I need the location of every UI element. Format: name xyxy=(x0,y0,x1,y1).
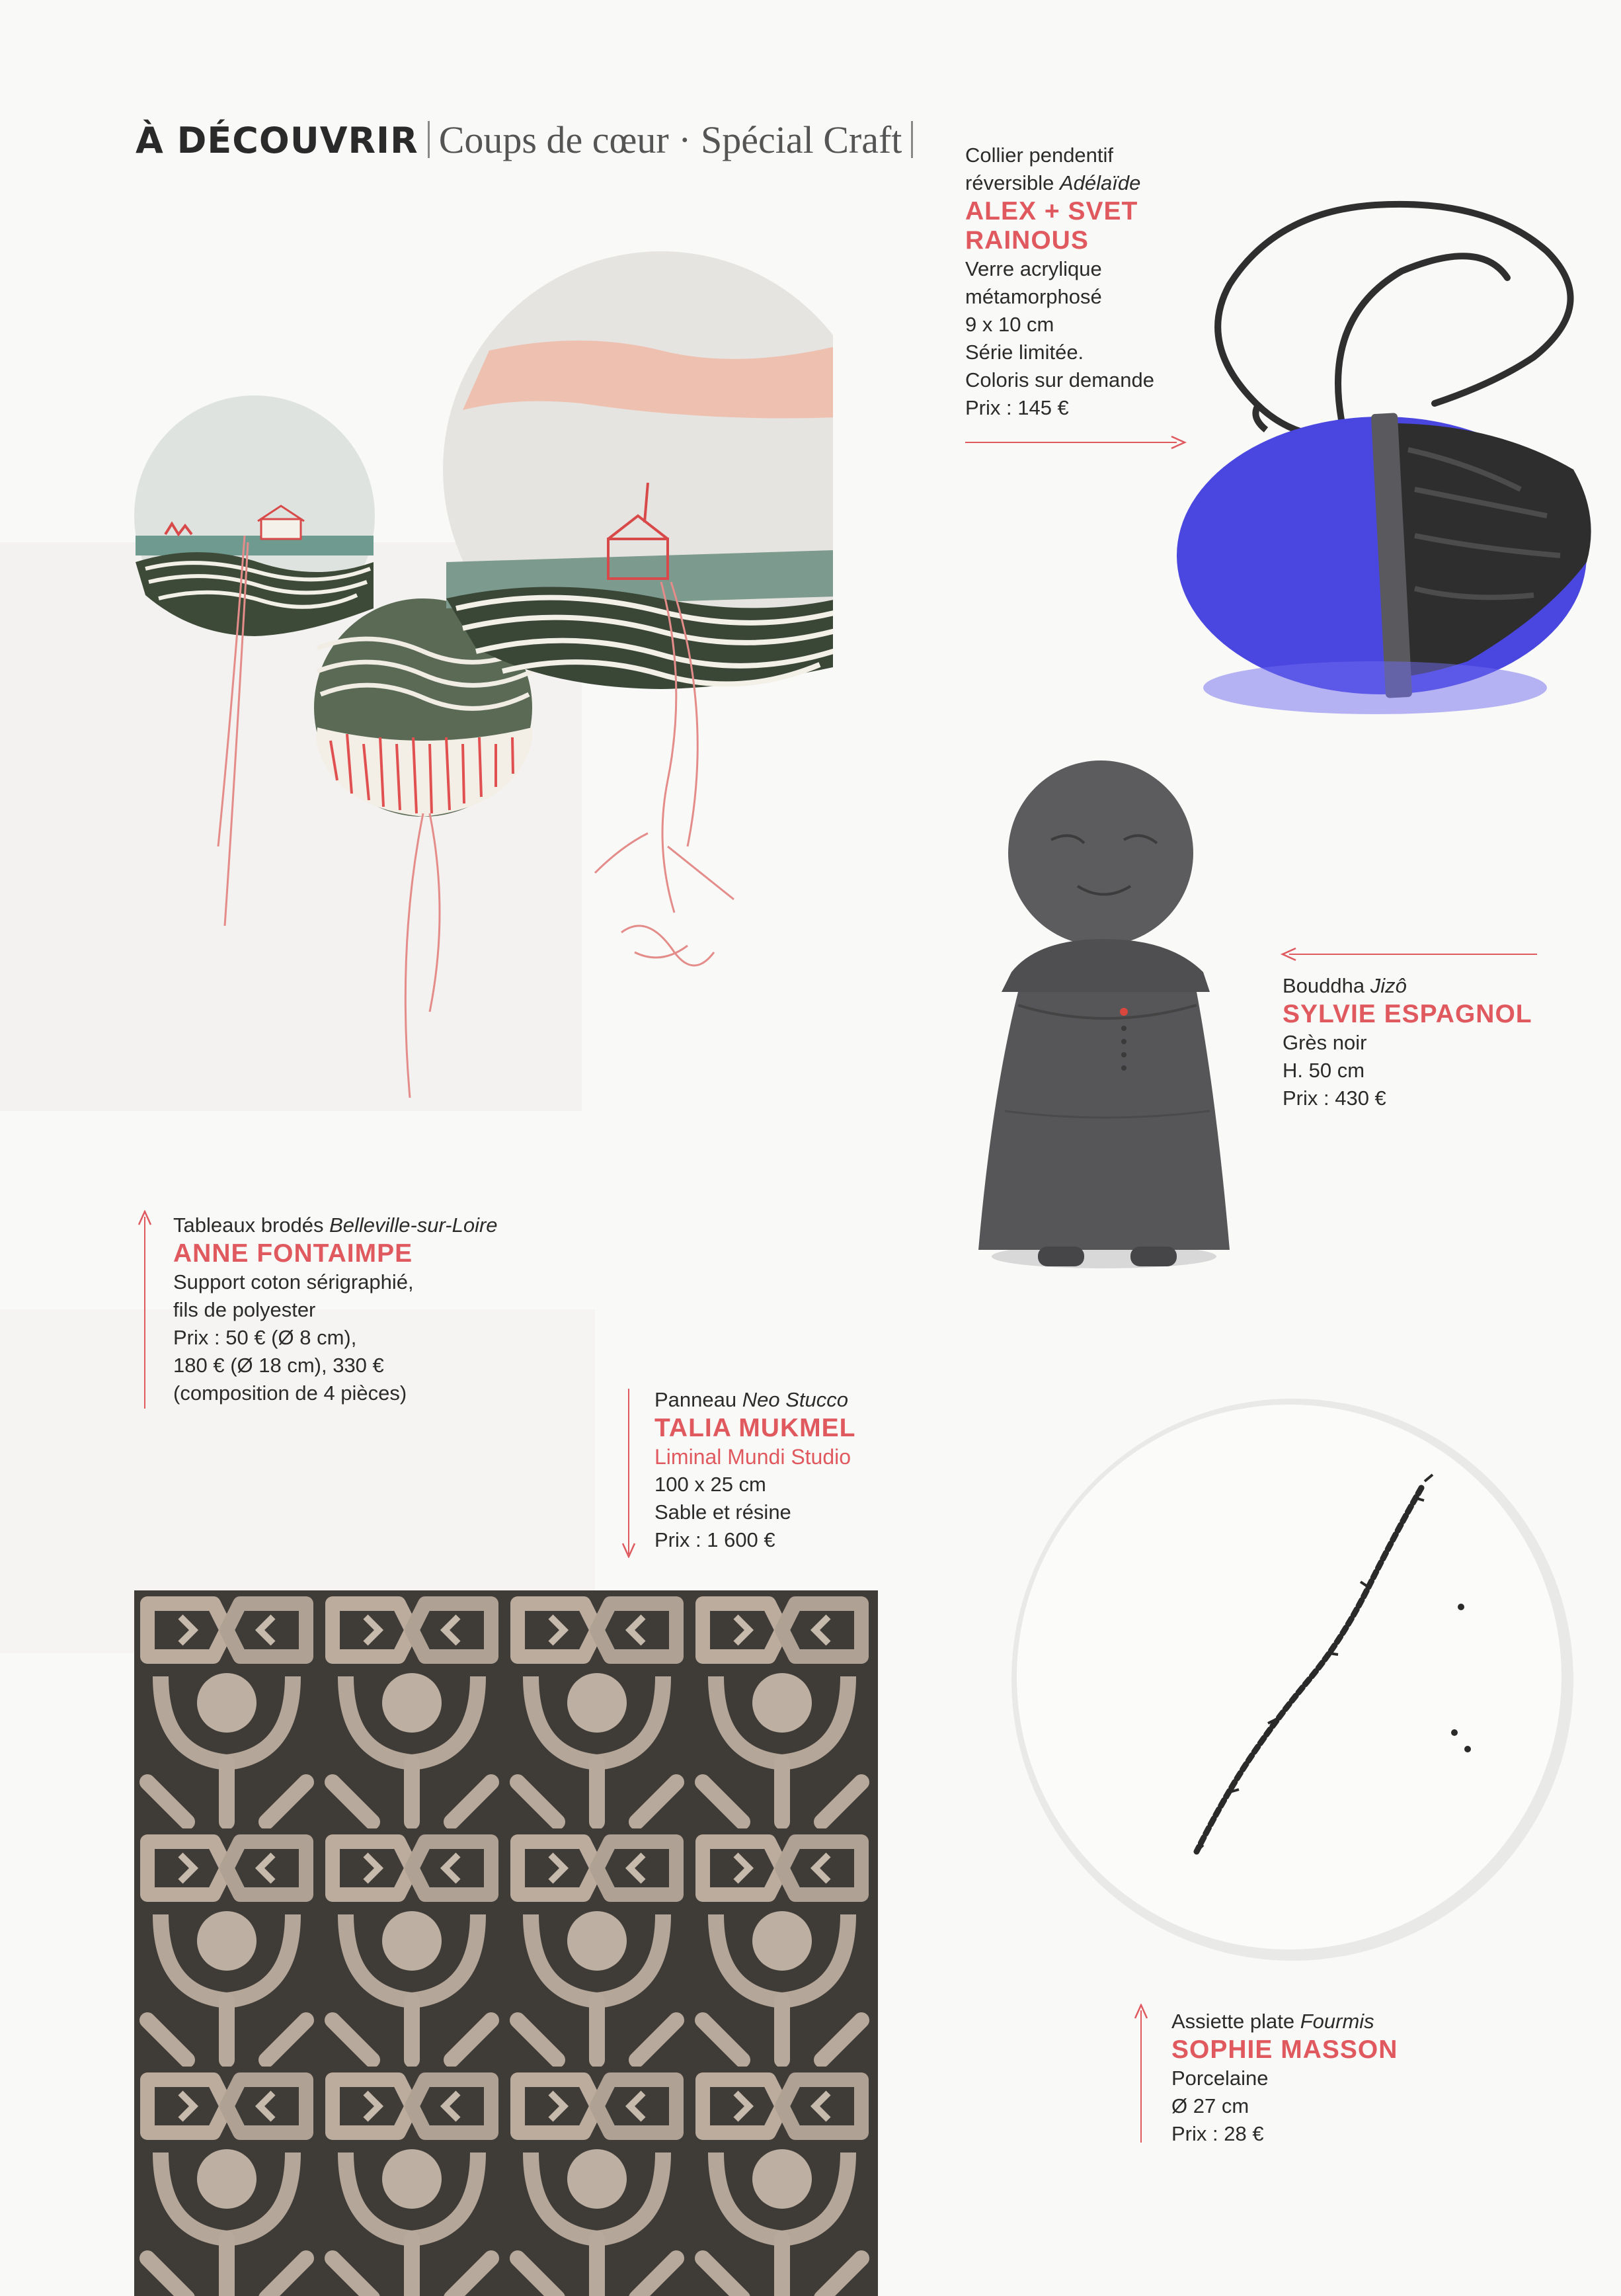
collier-detail-5: Prix : 145 € xyxy=(965,396,1069,419)
assiette-detail-0: Porcelaine xyxy=(1171,2067,1269,2090)
page-header xyxy=(136,118,922,162)
collier-title-italic: Adélaïde xyxy=(1060,171,1141,194)
tableaux-detail-4: (composition de 4 pièces) xyxy=(173,1381,407,1405)
neo-stucco-panel-image xyxy=(134,1590,878,2296)
panneau-detail-2: Prix : 1 600 € xyxy=(654,1528,775,1551)
tableaux-artist: ANNE FONTAIMPE xyxy=(173,1239,413,1268)
assiette-artist: SOPHIE MASSON xyxy=(1171,2035,1398,2064)
collier-detail-4: Coloris sur demande xyxy=(965,368,1155,391)
bouddha-title-prefix: Bouddha xyxy=(1283,974,1370,997)
bouddha-title-italic: Jizô xyxy=(1370,974,1407,997)
assiette-detail-2: Prix : 28 € xyxy=(1171,2122,1264,2145)
panneau-title xyxy=(654,1386,998,1414)
panneau-pointer-line xyxy=(628,1389,629,1554)
collier-title-prefix: réversible xyxy=(965,171,1060,194)
fourmis-plate-image xyxy=(998,1389,1580,1971)
bouddha-jizo-image xyxy=(939,727,1269,1276)
collier-detail-1: métamorphosé xyxy=(965,285,1102,308)
caption-bouddha xyxy=(1283,972,1593,1112)
panneau-detail-1: Sable et résine xyxy=(654,1500,791,1524)
bouddha-pointer-line xyxy=(1289,954,1537,955)
tableaux-title-prefix: Tableaux brodés xyxy=(173,1213,330,1237)
bouddha-arrow-icon xyxy=(1280,946,1297,963)
collier-artist-line2: RAINOUS xyxy=(965,226,1089,255)
header-separator xyxy=(428,121,430,158)
panneau-title-italic: Neo Stucco xyxy=(742,1388,848,1411)
assiette-title-italic: Fourmis xyxy=(1300,2010,1374,2033)
panneau-detail-0: 100 x 25 cm xyxy=(654,1473,766,1496)
tableaux-detail-0: Support coton sérigraphié, xyxy=(173,1270,414,1293)
section-title: À DÉCOUVRIR xyxy=(136,120,418,161)
caption-tableaux xyxy=(173,1211,596,1407)
tableaux-detail-1: fils de polyester xyxy=(173,1298,316,1321)
section-subtitle: Coups de cœur · Spécial Craft xyxy=(438,118,902,161)
panneau-title-prefix: Panneau xyxy=(654,1388,742,1411)
collier-detail-0: Verre acrylique xyxy=(965,257,1102,280)
assiette-pointer-line xyxy=(1140,2010,1142,2143)
embroidered-roundels-image xyxy=(119,251,833,1131)
tableaux-arrow-icon xyxy=(136,1210,153,1227)
caption-assiette xyxy=(1171,2008,1515,2148)
tableaux-title-italic: Belleville-sur-Loire xyxy=(329,1213,498,1237)
panneau-artist: TALIA MUKMEL xyxy=(654,1414,856,1442)
bouddha-detail-2: Prix : 430 € xyxy=(1283,1086,1386,1110)
tableaux-title xyxy=(173,1211,596,1239)
collier-detail-3: Série limitée. xyxy=(965,341,1084,364)
assiette-title-prefix: Assiette plate xyxy=(1171,2010,1300,2033)
tableaux-pointer-line xyxy=(144,1217,145,1409)
panneau-studio: Liminal Mundi Studio xyxy=(654,1445,851,1469)
assiette-detail-1: Ø 27 cm xyxy=(1171,2094,1249,2117)
header-separator-end xyxy=(911,121,913,158)
caption-panneau xyxy=(654,1386,998,1554)
bouddha-artist: SYLVIE ESPAGNOL xyxy=(1283,1000,1532,1028)
collier-artist-line1: ALEX + SVET xyxy=(965,197,1138,226)
assiette-arrow-icon xyxy=(1132,2004,1150,2021)
bouddha-detail-0: Grès noir xyxy=(1283,1031,1367,1054)
collier-title: Collier pendentif xyxy=(965,144,1114,167)
tableaux-detail-3: 180 € (Ø 18 cm), 330 € xyxy=(173,1354,384,1377)
panneau-arrow-icon xyxy=(620,1541,637,1558)
tableaux-detail-2: Prix : 50 € (Ø 8 cm), xyxy=(173,1326,357,1349)
bouddha-detail-1: H. 50 cm xyxy=(1283,1059,1365,1082)
bouddha-title xyxy=(1283,972,1593,1000)
assiette-title xyxy=(1171,2008,1515,2035)
collier-detail-2: 9 x 10 cm xyxy=(965,313,1054,336)
pendant-necklace-image xyxy=(1124,185,1600,754)
